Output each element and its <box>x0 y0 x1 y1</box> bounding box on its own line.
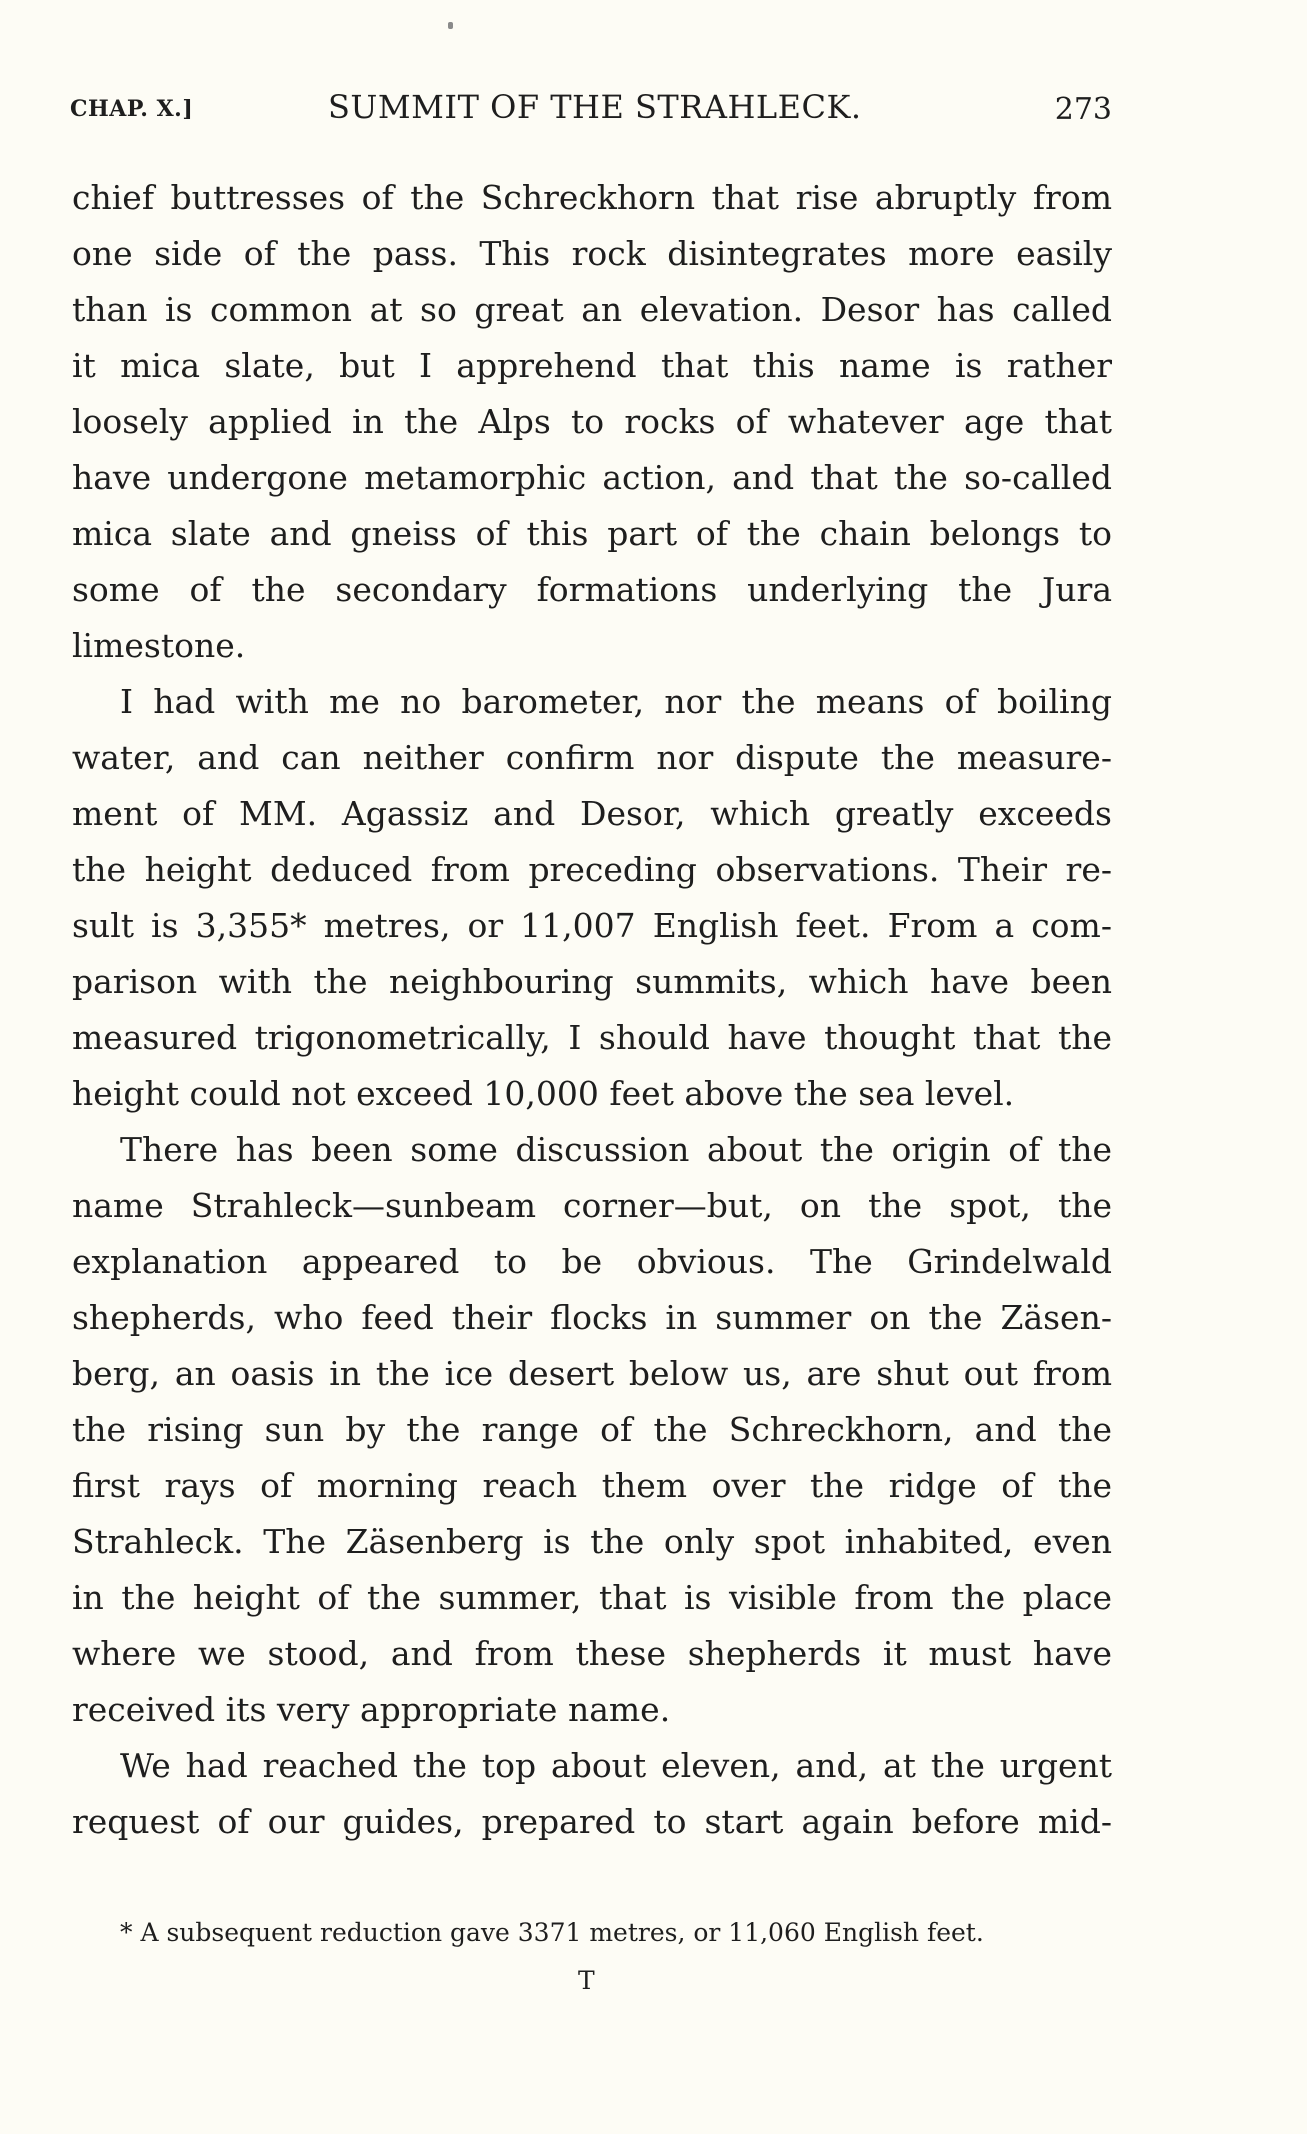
text-line: parison with the neighbouring summits, which have been <box>72 962 1112 1001</box>
signature-mark: T <box>578 1966 595 1995</box>
text-line: loosely applied in the Alps to rocks of whatever age that <box>72 402 1112 441</box>
text-line: it mica slate, but I apprehend that this name is rather <box>72 346 1112 385</box>
text-line: the height deduced from preceding observations. Their re- <box>72 850 1112 889</box>
running-header <box>70 88 1120 134</box>
text-line: berg, an oasis in the ice desert below us, are shut out from <box>72 1354 1112 1393</box>
text-line: I had with me no barometer, nor the means of boiling <box>120 682 1112 721</box>
text-line: name Strahleck—sunbeam corner—but, on the spot, the <box>72 1186 1112 1225</box>
text-line: have undergone metamorphic action, and that the so-called <box>72 458 1112 497</box>
text-line: where we stood, and from these shepherds it must have <box>72 1634 1112 1673</box>
text-line: explanation appeared to be obvious. The Grindelwald <box>72 1242 1112 1281</box>
text-line: received its very appropriate name. <box>72 1690 671 1729</box>
text-line: height could not exceed 10,000 feet above the sea level. <box>72 1074 1015 1113</box>
page-number: 273 <box>1054 92 1112 127</box>
running-title: SUMMIT OF THE STRAHLECK. <box>328 88 862 126</box>
text-line: shepherds, who feed their flocks in summer on the Zäsen- <box>72 1298 1112 1337</box>
text-line: There has been some discussion about the origin of the <box>120 1130 1112 1169</box>
print-speck <box>448 22 453 29</box>
text-line: the rising sun by the range of the Schreckhorn, and the <box>72 1410 1112 1449</box>
text-line: We had reached the top about eleven, and, at the urgent <box>120 1746 1112 1785</box>
text-line: sult is 3,355* metres, or 11,007 English feet. From a com- <box>72 906 1112 945</box>
text-line: measured trigonometrically, I should have thought that the <box>72 1018 1112 1057</box>
text-line: Strahleck. The Zäsenberg is the only spot inhabited, even <box>72 1522 1112 1561</box>
text-line: one side of the pass. This rock disintegrates more easily <box>72 234 1112 273</box>
text-line: ment of MM. Agassiz and Desor, which greatly exceeds <box>72 794 1112 833</box>
text-line: some of the secondary formations underlying the Jura <box>72 570 1112 609</box>
text-line: chief buttresses of the Schreckhorn that rise abruptly from <box>72 178 1112 217</box>
text-line: first rays of morning reach them over the ridge of the <box>72 1466 1112 1505</box>
text-line: than is common at so great an elevation. Desor has called <box>72 290 1112 329</box>
text-line: limestone. <box>72 626 246 665</box>
body-text <box>72 170 1112 1850</box>
chapter-label: CHAP. X.] <box>70 96 194 122</box>
text-line: water, and can neither confirm nor dispute the measure- <box>72 738 1112 777</box>
text-line: request of our guides, prepared to start again before mid- <box>72 1802 1112 1841</box>
footnote: * A subsequent reduction gave 3371 metres, or 11,060 English feet. <box>120 1918 984 1947</box>
text-line: in the height of the summer, that is visible from the place <box>72 1578 1112 1617</box>
text-line: mica slate and gneiss of this part of the chain belongs to <box>72 514 1112 553</box>
